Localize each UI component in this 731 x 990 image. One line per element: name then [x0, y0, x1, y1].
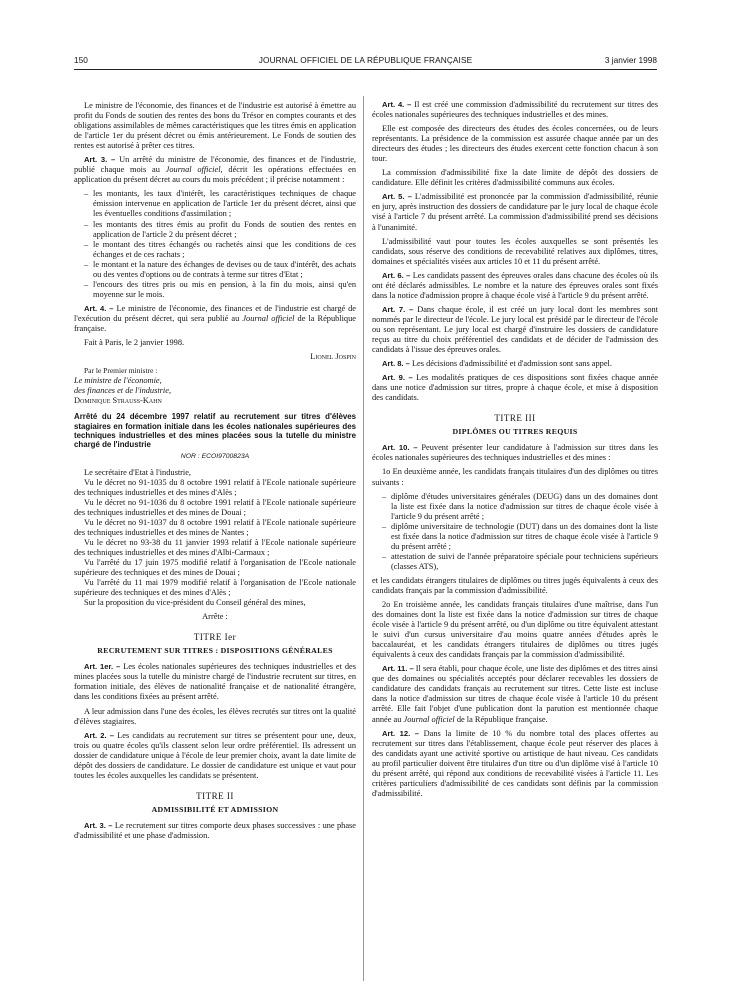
paragraph: La commission d'admissibilité fixe la date limite de dépôt des dossiers de candidature. Elle définit les critères d'admissibilité communs aux écoles.	[372, 168, 658, 188]
article-text: Le ministre de l'économie, des finances et de l'industrie est chargé de l'exécution du présent décret, qui sera publié au	[74, 303, 356, 323]
article-3-list	[74, 189, 356, 300]
paragraph: A leur admission dans l'une des écoles, les élèves recrutés sur titres ont la qualité d'élèves stagiaires.	[74, 706, 356, 726]
article-text: Peuvent présenter leur candidature à l'admission sur titres dans les écoles nationales supérieures des techniques industrielles et des mines :	[372, 443, 658, 463]
article-text: Le recrutement sur titres comporte deux phases successives : une phase d'admissibilité et une phase d'admission.	[74, 820, 356, 840]
journal-title: JOURNAL OFFICIEL DE LA RÉPUBLIQUE FRANÇAISE	[258, 55, 473, 65]
article-10-list	[372, 492, 658, 572]
article-text: Les modalités pratiques de ces dispositions sont fixées chaque année dans une notice d'admission sur titres, propre à chaque école, et mise à disposition des candidats.	[372, 373, 658, 403]
article-label: Art. 4. –	[382, 100, 412, 109]
titre-2: TITRE II	[196, 790, 234, 801]
minister-title-1: Le ministre de l'économie,	[74, 376, 162, 386]
list-item: – le montant et la nature des échanges de devises ou de taux d'intérêt, des achats ou des ventes d'options ou de contrats à terme sur titres d'Etat ;	[74, 260, 356, 280]
titre-1-subtitle: RECRUTEMENT SUR TITRES : DISPOSITIONS GÉNÉRALES	[97, 646, 333, 656]
article-8	[372, 359, 658, 369]
page-number: 150	[74, 55, 88, 65]
article-label: Art. 11. –	[382, 664, 414, 674]
list-item: – diplôme d'études universitaires générales (DEUG) dans un des domaines dont la liste est fixée dans la notice d'admission sur titres de chaque école visée à l'article 9 du présent arrêté ;	[372, 492, 658, 522]
article-3	[74, 155, 356, 185]
paragraph: et les candidats étrangers titulaires de diplômes ou titres jugés équivalents à ceux des candidats français par la commission d'admissibilité.	[372, 575, 658, 595]
article-6	[372, 271, 658, 301]
titre-3-subtitle: DIPLÔMES OU TITRES REQUIS	[452, 427, 578, 437]
header-rule	[74, 69, 657, 70]
paragraph: Le ministre de l'économie, des finances et de l'industrie est autorisé à émettre au profit du Fonds de soutien des rentes des bons du Trésor en comptes courants et des obligations assimilables de mêmes caractéristiques que les titres émis en application de l'article 1er du présent décret ou émis antérieurement. Le Fonds de soutien des rentes est autorisé à prêter ces titres.	[74, 101, 356, 151]
article-text: de la République française.	[456, 714, 548, 724]
visa: Vu le décret no 93-38 du 11 janvier 1993 relatif à l'Ecole nationale supérieure des techniques industrielles et des mines d'Albi-Carmaux ;	[74, 537, 356, 557]
paragraph: Elle est composée des directeurs des études des écoles concernées, ou de leurs représentants. La présidence de la commission est assurée chaque année par un des directeurs des études ; les directeurs des études exercent cette fonction chacun à son tour.	[372, 124, 658, 164]
paragraph: 1o En deuxième année, les candidats français titulaires d'un des diplômes ou titres suivants :	[372, 467, 658, 487]
list-item: – diplôme universitaire de technologie (DUT) dans un des domaines dont la liste est fixée dans la notice d'admission sur titres de chaque école visée à l'article 9 du présent arrêté ;	[372, 522, 658, 552]
article-4	[372, 100, 658, 120]
article-11	[372, 664, 658, 724]
paragraph: 2o En troisième année, les candidats français titulaires d'une maîtrise, dans l'un des domaines dont la liste est fixée dans la notice d'admission sur titres de chaque école visée à l'article 9 du présent arrêté, ou d'un diplôme ou titre équivalent attestant le suivi d'un cursus universitaire d'au moins quatre années d'études après le baccalauréat, et les candidats étrangers titulaires de diplômes ou titres jugés équivalents à ceux des candidats français par la commission d'admissibilité.	[372, 600, 658, 660]
list-item: – attestation de suivi de l'année préparatoire spéciale pour techniciens supérieurs (classes ATS),	[372, 552, 658, 572]
article-text: Il sera établi, pour chaque école, une liste des diplômes et des titres ainsi que des domaines ou spécialités acceptés pour déclarer recevables les dossiers de candidature des candidats français au recrutement sur titres. Cette liste est incluse dans la notice d'admission sur titres de chaque école visée à l'article 10 du présent arrêté. Elle fait l'objet d'une publication dont la parution est mentionnée chaque année au	[372, 664, 658, 724]
article-text: L'admissibilité est prononcée par la commission d'admissibilité, réunie en jury, après instruction des dossiers de candidature par le jury local de chaque école visé à l'article 7 du présent arrêté. La commission d'admissibilité prend ses décisions à l'unanimité.	[372, 192, 658, 232]
titre-1: TITRE Ier	[193, 632, 237, 643]
article-label: Art. 7. –	[382, 304, 414, 314]
article-text: Un arrêté du ministre de l'économie, des finances et de l'industrie, publié chaque mois au	[74, 155, 356, 175]
column-divider	[363, 96, 364, 981]
list-item: – les montants, les taux d'intérêt, les caractéristiques techniques de chaque émission intervenue en application de l'article 1er du présent décret, ainsi que les éventuelles conditions d'assimilation ;	[74, 189, 356, 219]
par-premier-ministre: Par le Premier ministre :	[84, 366, 158, 376]
visa: Vu le décret no 91-1035 du 8 octobre 1991 relatif à l'Ecole nationale supérieure des techniques industrielles et des mines d'Alès ;	[74, 477, 356, 497]
list-item: – l'encours des titres pris ou mis en pension, à la fin du mois, ainsi qu'en moyenne sur le mois.	[74, 280, 356, 300]
visa: Vu le décret no 91-1036 du 8 octobre 1991 relatif à l'Ecole nationale supérieure des techniques industrielles et des mines de Douai ;	[74, 497, 356, 517]
article-label: Art. 8. –	[382, 359, 410, 369]
titre-2-subtitle: ADMISSIBILITÉ ET ADMISSION	[151, 804, 279, 814]
nor-reference: NOR : ECOI9700823A	[180, 452, 250, 460]
article-2	[74, 731, 356, 781]
article-label: Art. 3. –	[84, 820, 113, 830]
minister-name: Dominique Strauss-Kahn	[74, 396, 162, 406]
article-1	[74, 662, 356, 702]
right-column	[372, 100, 658, 803]
list-item: – le montant des titres échangés ou rachetés ainsi que les conditions de ces échanges et de ces rachats ;	[74, 240, 356, 260]
visa: Vu l'arrêté du 11 mai 1979 modifié relatif à l'organisation de l'Ecole nationale supérieure des techniques et des mines d'Alès ;	[74, 578, 356, 598]
article-text: Les décisions d'admissibilité et d'admission sont sans appel.	[411, 359, 612, 369]
visa: Sur la proposition du vice-président du Conseil général des mines,	[84, 598, 306, 608]
article-10	[372, 443, 658, 463]
minister-title-2: des finances et de l'industrie,	[74, 386, 172, 396]
article-label: Art. 12. –	[382, 728, 420, 738]
fait-line: Fait à Paris, le 2 janvier 1998.	[84, 338, 185, 348]
countersignature	[74, 366, 356, 406]
article-label: Art. 3. –	[84, 155, 116, 165]
article-label: Art. 10. –	[382, 443, 418, 453]
article-7	[372, 305, 658, 355]
arrete-title: Arrêté du 24 décembre 1997 relatif au recrutement sur titres d'élèves stagiaires en formation initiale dans les écoles nationales supérieures des techniques industrielles et des mines placées sous la tutelle du ministre chargé de l'industrie	[74, 412, 356, 450]
visa: Vu le décret no 91-1037 du 8 octobre 1991 relatif à l'Ecole nationale supérieure des techniques industrielles et des mines de Nantes ;	[74, 517, 356, 537]
visa: Le secrétaire d'Etat à l'industrie,	[84, 467, 192, 477]
issue-date: 3 janvier 1998	[604, 55, 657, 65]
article-9	[372, 373, 658, 403]
article-12	[372, 729, 658, 799]
article-text: Dans la limite de 10 % du nombre total des places offertes au recrutement sur titres dans l'établissement, chaque école peut réserver des places à des candidats ayant une activité sportive ou artistique de haut niveau. Ces candidats au profil particulier doivent être titulaires d'un titre ou d'un diplôme visé à l'article 10 du présent arrêté, qui répond aux conditions de recevabilité visées à l'article 11. Les critères particuliers d'admissibilité de ces candidats sont définis par la commission d'admissibilité.	[372, 728, 659, 798]
article-4	[74, 304, 356, 334]
journal-ref: Journal officiel,	[165, 165, 223, 175]
journal-ref: Journal officiel	[403, 714, 455, 724]
arrete-label: Arrête :	[202, 612, 228, 622]
titre-3: TITRE III	[494, 413, 536, 424]
article-text: Les candidats au recrutement sur titres se présentent pour une, deux, trois ou quatre écoles qu'ils classent selon leur ordre préférentiel. Ils adressent un dossier de candidature unique à l'école de leur premier choix, avant la date limite de dépôt des dossiers de candidature. Le dossier de candidature est unique et vaut pour toutes les écoles auxquelles les candidats se présentent.	[74, 730, 357, 780]
article-3b	[74, 821, 356, 841]
article-label: Art. 5. –	[382, 192, 412, 202]
article-text: Dans chaque école, il est créé un jury local dont les membres sont nommés par le directeur de l'école. Le jury local est présidé par le directeur de l'école ou son représentant. Le jury local est chargé d'instruire les dossiers de candidature reçus au titre du choix préférentiel des candidats et de décider de l'admission des candidats à l'issue des épreuves orales.	[372, 304, 658, 355]
article-text: Les écoles nationales supérieures des techniques industrielles et des mines placées sous la tutelle du ministre chargé de l'industrie recrutent sur titres, en formation initiale, des élèves de nationalité française et de nationalité étrangère, dans les conditions fixées au présent arrêté.	[74, 662, 356, 702]
article-label: Art. 2. –	[84, 730, 115, 740]
article-label: Art. 4. –	[84, 303, 114, 313]
visa: Vu l'arrêté du 17 juin 1975 modifié relatif à l'organisation de l'Ecole nationale supérieure des techniques et des mines de Douai ;	[74, 557, 356, 578]
article-text: décrit les opérations effectuées en application du présent décret au cours du mois précédent ; il précise notamment :	[74, 165, 356, 185]
page-header	[74, 55, 657, 69]
article-text: de la République française.	[74, 313, 356, 333]
article-text: Il est créé une commission d'admissibilité du recrutement sur titres des écoles nationales supérieures des techniques industrielles et des mines.	[372, 100, 658, 120]
paragraph: L'admissibilité vaut pour toutes les écoles auxquelles se sont présentés les candidats, sous réserve des conditions de recevabilité relatives aux diplômes, titres, domaines et spécialités visées aux articles 10 et 11 du présent arrêté.	[372, 236, 658, 266]
journal-ref: Journal officiel	[242, 313, 295, 323]
article-label: Art. 9. –	[382, 373, 413, 383]
article-text: Les candidats passent des épreuves orales dans chacune des écoles où ils ont été déclarés admissibles. Le nombre et la nature des épreuves orales sont fixés dans la notice d'admission propre à chaque école visé à l'article 9 du présent arrêté.	[372, 270, 658, 300]
article-label: Art. 6. –	[382, 270, 411, 280]
signature-pm: Lionel Jospin	[310, 352, 356, 362]
left-column	[74, 101, 356, 845]
article-5	[372, 192, 658, 232]
article-label: Art. 1er. –	[84, 662, 121, 672]
list-item: – les montants des titres émis au profit du Fonds de soutien des rentes en application de l'article 2 du présent décret ;	[74, 220, 356, 240]
